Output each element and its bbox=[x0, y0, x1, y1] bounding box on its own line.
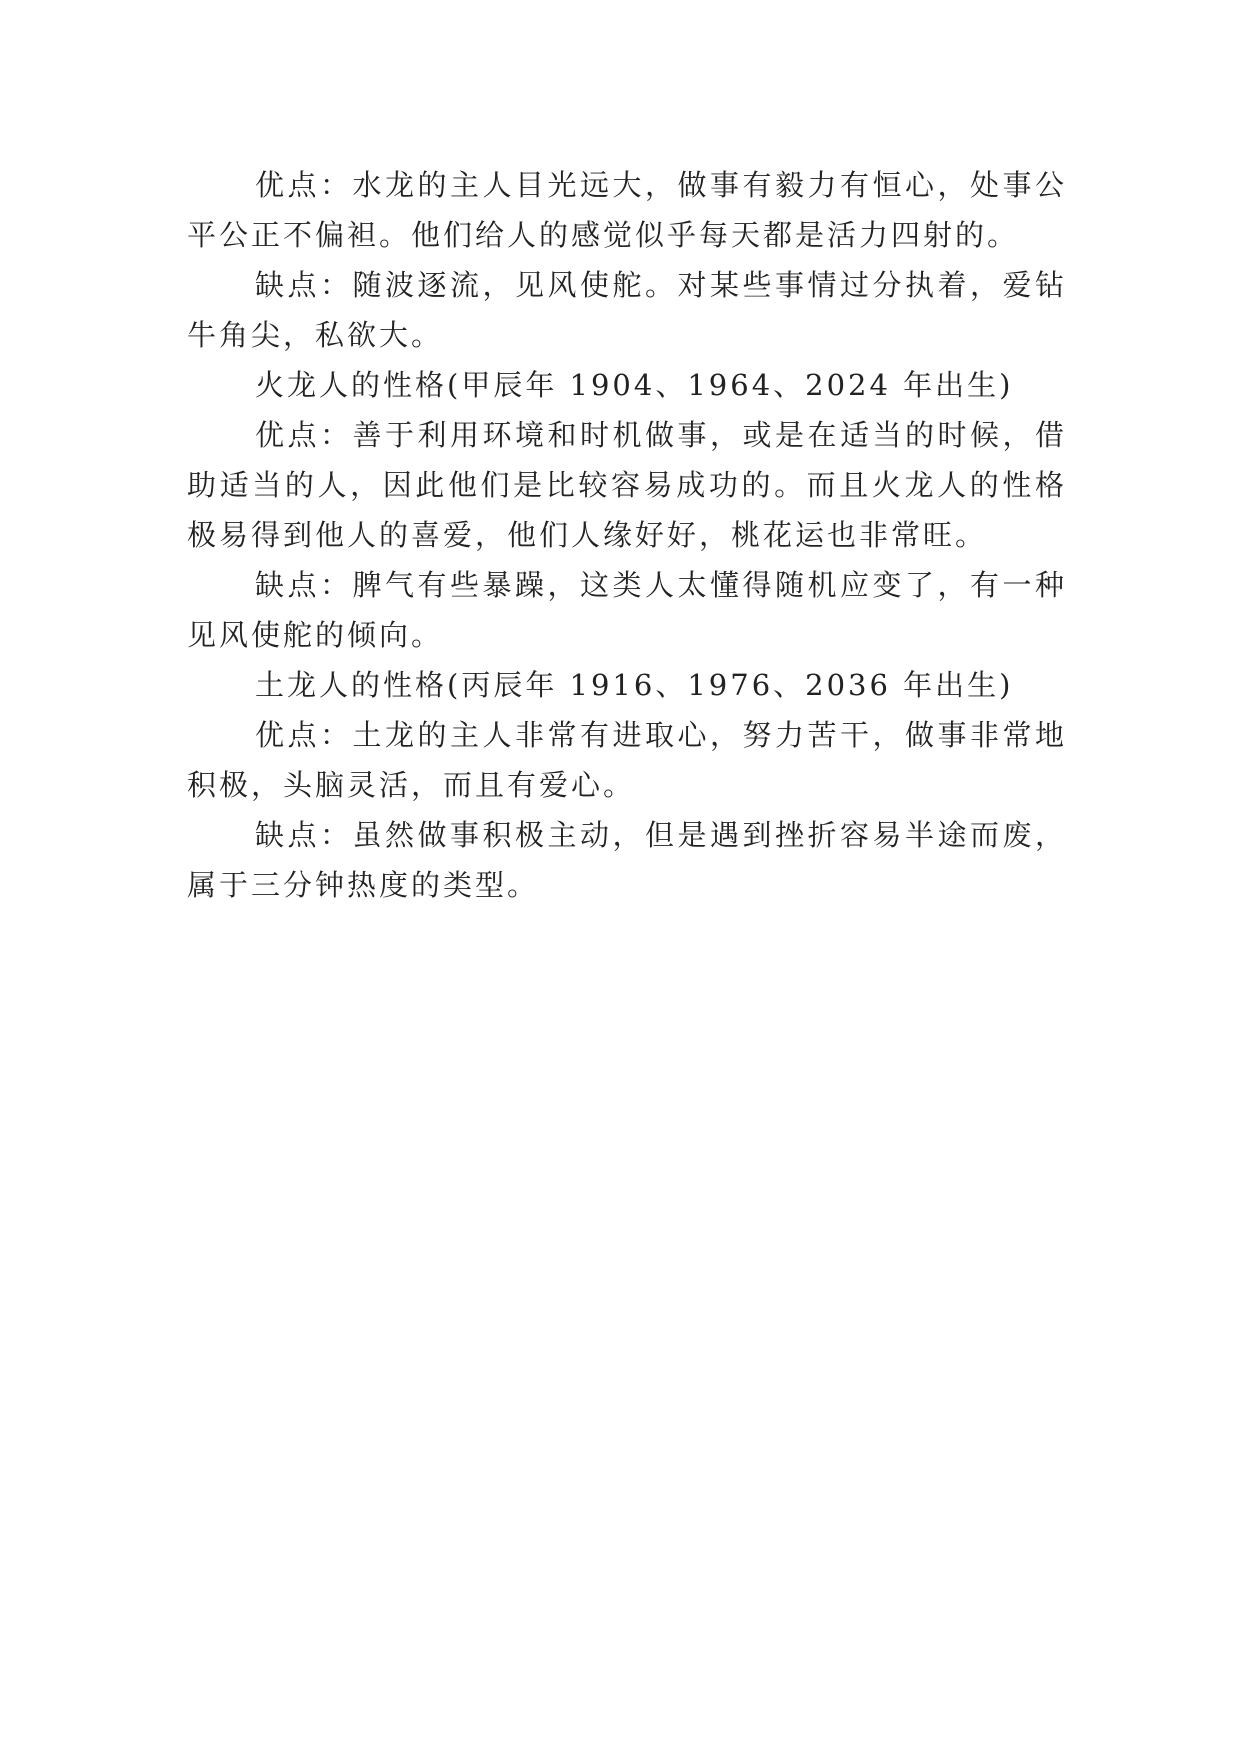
paragraph-water-dragon-weaknesses: 缺点：随波逐流，见风使舵。对某些事情过分执着，爱钻牛角尖，私欲大。 bbox=[187, 268, 1067, 352]
heading-fire-dragon: 火龙人的性格(甲辰年 1904、1964、2024 年出生) bbox=[255, 368, 1014, 402]
paragraph-fire-dragon-weaknesses: 缺点：脾气有些暴躁，这类人太懂得随机应变了，有一种见风使舵的倾向。 bbox=[187, 568, 1067, 652]
heading-earth-dragon: 土龙人的性格(丙辰年 1916、1976、2036 年出生) bbox=[255, 668, 1014, 702]
paragraph-earth-dragon-strengths: 优点：土龙的主人非常有进取心，努力苦干，做事非常地积极，头脑灵活，而且有爱心。 bbox=[187, 718, 1067, 802]
paragraph-water-dragon-strengths: 优点：水龙的主人目光远大，做事有毅力有恒心，处事公平公正不偏袒。他们给人的感觉似乎每天都是活力四射的。 bbox=[187, 168, 1067, 252]
document-body bbox=[187, 160, 1067, 910]
paragraph-earth-dragon-weaknesses: 缺点：虽然做事积极主动，但是遇到挫折容易半途而废，属于三分钟热度的类型。 bbox=[187, 818, 1067, 902]
paragraph-fire-dragon-strengths: 优点：善于利用环境和时机做事，或是在适当的时候，借助适当的人，因此他们是比较容易成功的。而且火龙人的性格极易得到他人的喜爱，他们人缘好好，桃花运也非常旺。 bbox=[187, 418, 1067, 552]
